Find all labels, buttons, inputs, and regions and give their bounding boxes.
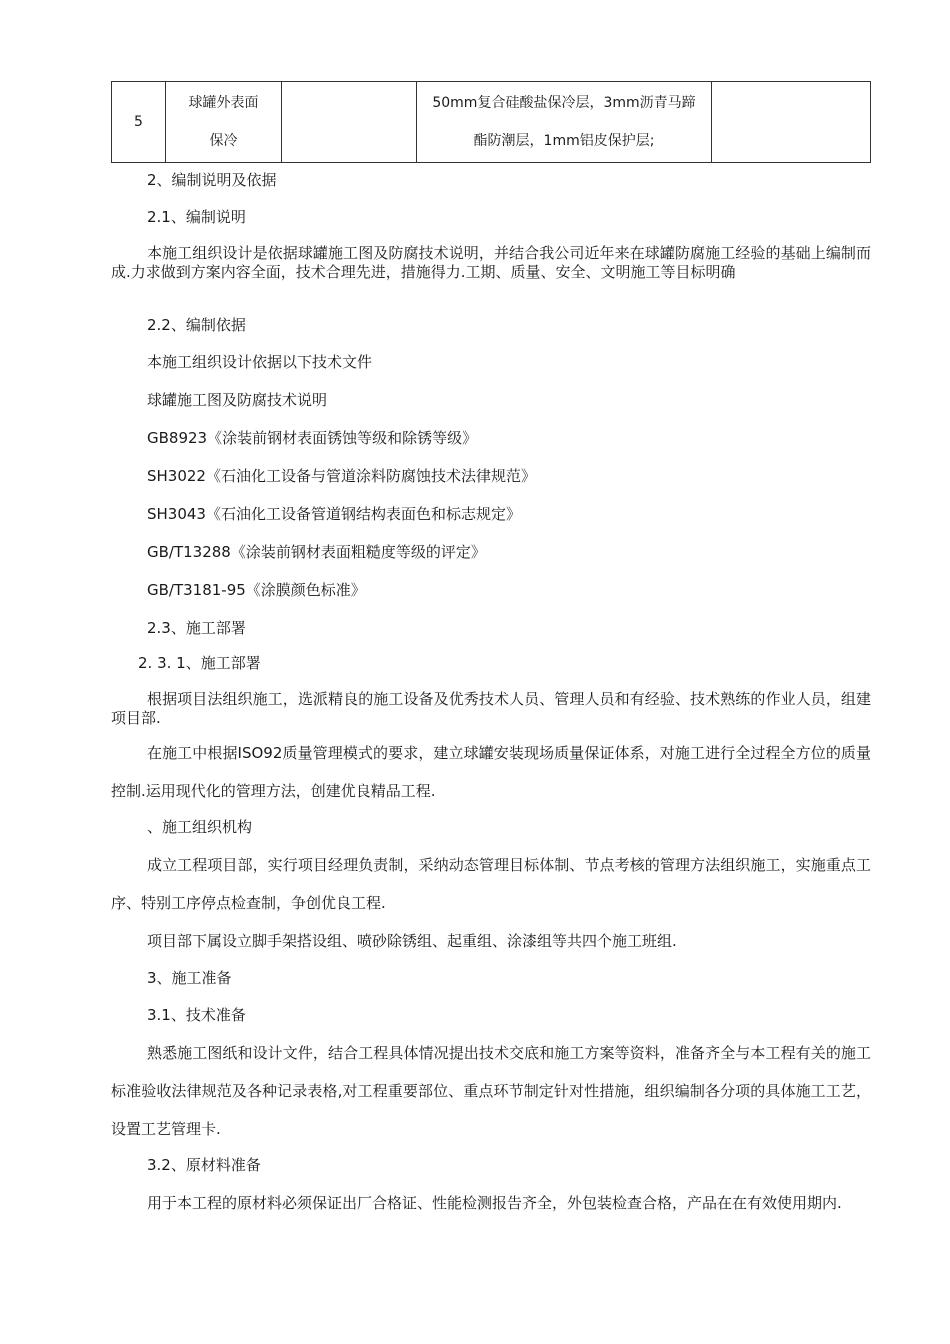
- paragraph-2-3-1a: 根据项目法组织施工，选派精良的施工设备及优秀技术人员、管理人员和有经验、技术熟练的作业人员，组建项目部.: [111, 690, 871, 727]
- reference-item-3: SH3022《石油化工设备与管道涂料防腐蚀技术法律规范》: [147, 467, 536, 485]
- description-line-2: 酯防潮层，1mm铝皮保护层;: [473, 133, 655, 149]
- reference-item-2: GB8923《涂装前钢材表面锈蚀等级和除锈等级》: [147, 429, 478, 447]
- reference-item-5: GB/T13288《涂装前钢材表面粗糙度等级的评定》: [147, 543, 486, 561]
- table-row: [112, 82, 871, 163]
- paragraph-2-1: 本施工组织设计是依据球罐施工图及防腐技术说明，并结合我公司近年来在球罐防腐施工经验的基础上编制而成.力求做到方案内容全面，技术合理先进，措施得力.工期、质量、安全、文明施工等目标明确: [111, 244, 871, 281]
- item-name-cell: [166, 82, 282, 163]
- empty-cell-3: [282, 82, 417, 163]
- item-name-line-2: 保冷: [209, 133, 238, 149]
- spec-table: [111, 81, 871, 163]
- heading-2-3-1: 2. 3. 1、施工部署: [138, 654, 261, 672]
- paragraph-organization-1: 成立工程项目部，实行项目经理负责制，采纳动态管理目标体制、节点考核的管理方法组织施工，实施重点工序、特别工序停点检查制，争创优良工程.: [111, 856, 871, 912]
- reference-item-1: 球罐施工图及防腐技术说明: [147, 391, 328, 409]
- paragraph-2-3-1b: 在施工中根据ISO92质量管理模式的要求，建立球罐安装现场质量保证体系，对施工进行全过程全方位的质量控制.运用现代化的管理方法，创建优良精品工程.: [111, 744, 871, 800]
- paragraph-3-2: 用于本工程的原材料必须保证出厂合格证、性能检测报告齐全，外包装检查合格，产品在在有效使用期内.: [147, 1194, 842, 1212]
- paragraph-3-1: 熟悉施工图纸和设计文件，结合工程具体情况提出技术交底和施工方案等资料，准备齐全与本工程有关的施工标准验收法律规范及各种记录表格,对工程重要部位、重点环节制定针对性措施，组织编制各分项的具体施工工艺，设置工艺管理卡.: [111, 1044, 871, 1138]
- heading-3-2: 3.2、原材料准备: [147, 1156, 261, 1174]
- reference-item-6: GB/T3181-95《涂膜颜色标准》: [147, 581, 366, 599]
- heading-organization: 、施工组织机构: [147, 818, 253, 836]
- heading-3: 3、施工准备: [147, 969, 232, 987]
- empty-cell-5: [712, 82, 871, 163]
- row-number-cell: 5: [112, 82, 166, 163]
- heading-2-1: 2.1、编制说明: [147, 208, 246, 226]
- heading-2: 2、编制说明及依据: [147, 171, 277, 189]
- item-name-line-1: 球罐外表面: [188, 95, 259, 111]
- description-line-1: 50mm复合硅酸盐保冷层，3mm沥青马蹄: [432, 95, 696, 111]
- paragraph-organization-2: 项目部下属设立脚手架搭设组、喷砂除锈组、起重组、涂漆组等共四个施工班组.: [147, 932, 677, 950]
- heading-2-2: 2.2、编制依据: [147, 316, 246, 334]
- heading-2-3: 2.3、施工部署: [147, 619, 246, 637]
- heading-3-1: 3.1、技术准备: [147, 1006, 246, 1024]
- reference-item-4: SH3043《石油化工设备管道钢结构表面色和标志规定》: [147, 505, 521, 523]
- paragraph-2-2-intro: 本施工组织设计依据以下技术文件: [147, 353, 373, 371]
- description-cell: [417, 82, 712, 163]
